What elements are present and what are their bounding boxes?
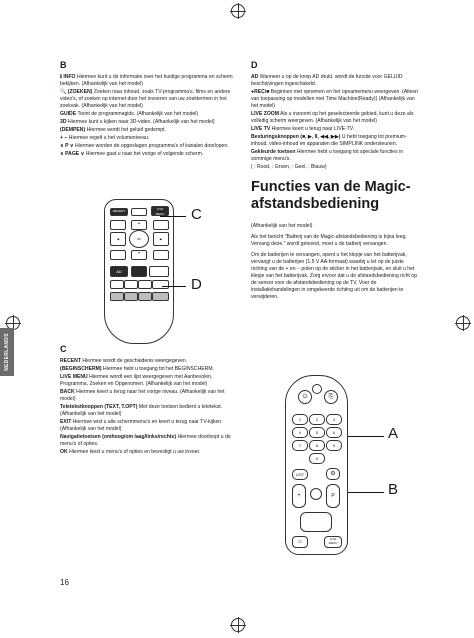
key-label: OK — [60, 449, 68, 455]
left-column-c — [60, 344, 238, 457]
key-label: BACK — [60, 389, 75, 395]
description-item — [60, 127, 238, 134]
ad-button-illus: AD — [110, 266, 128, 277]
description-text: Hiermee wordt de geschiedenis weergegeven. — [82, 358, 188, 364]
key-label: RECENT — [60, 358, 81, 364]
power-button-illus: ⏻ — [298, 390, 312, 404]
key-label: Navigatietoetsen (omhoog/om laag/links/rechts) — [60, 434, 177, 440]
description-item — [251, 134, 421, 148]
description-text: Hiermee regelt u het volumeniveau. — [68, 135, 150, 141]
control-button-3-illus — [138, 280, 152, 289]
description-item — [60, 404, 238, 418]
number-button-illus — [309, 440, 325, 451]
registration-mark-right — [456, 316, 470, 330]
magic-remote-paragraph: Als het bericht "Batterij van de Magic-afstandsbediening is bijna leeg. Vervang deze." wordt getoond, moet u de batterij vervangen. — [251, 234, 407, 247]
key-label: + − — [60, 135, 68, 141]
section-d-list — [251, 74, 421, 171]
down-button-illus: ▼ — [131, 250, 147, 260]
color-button-green-illus — [124, 292, 138, 301]
key-label: Teletekstknoppen (TEXT, T.OPT) — [60, 404, 138, 410]
input-button-illus: ⎘ — [324, 390, 338, 404]
description-item — [251, 89, 421, 110]
key-label: (DEMPEN) — [60, 127, 86, 133]
left-button-illus: ◀ — [110, 232, 126, 246]
back-button-illus — [110, 220, 126, 230]
key-label: EXIT — [60, 419, 72, 425]
description-item — [60, 89, 238, 110]
number-label: 2 — [315, 417, 319, 422]
right-button-illus: ▶ — [153, 232, 169, 246]
description-item — [60, 151, 238, 158]
list-button-illus: LIST — [292, 469, 308, 480]
up-button-illus: ▲ — [131, 220, 147, 230]
number-button-illus — [309, 453, 325, 464]
home-button-magic-illus: ⌂ — [292, 536, 308, 548]
number-label: 1 — [298, 417, 302, 422]
key-label: AD — [251, 74, 259, 80]
description-text: Met deze toetsen bedient u teletekst. (Afhankelijk van het model) — [60, 404, 223, 417]
callout-label-a: A — [388, 425, 399, 442]
control-button-4-illus — [152, 280, 169, 289]
callout-label-c: C — [191, 206, 202, 223]
callout-line-c — [160, 216, 186, 217]
magic-remote-paragraph: Om de batterijen te vervangen, opent u het klepje van het batterijvak, vervangt u de batterijen (1,5 V AA-formaat) waarbij u let op de juiste richting van de + en − polen op de sticker in het batterijvak, en sluit u het klepje van het batterijvak. Zorg ervoor dat u de afstandsbediening richt op de sensor voor de afstandsbediening op de TV. Voer de installatiehandelingen in omgekeerde richting uit om de batterijen te verwijderen. — [251, 252, 417, 300]
description-text: Hiermee wordt het geluid gedempt. — [86, 127, 166, 133]
number-button-illus — [292, 440, 308, 451]
description-text: Zoeken naar inhoud, zoals TV-programma's, films en andere video's, of zoeken op internet door het invoeren van uw zoektermen in het zoekvak. (Afhankelijk van het model) — [60, 89, 231, 109]
number-label: 8 — [315, 443, 319, 448]
section-heading-c: C — [60, 344, 67, 354]
description-text: Hiermee wordt een lijst weergegeven met Aanbevolen, Programma, Zoeken en Opgenomen. (Afhankelijk van het model) — [60, 374, 213, 387]
number-button-illus — [309, 414, 325, 425]
registration-mark-bottom — [231, 618, 245, 632]
number-label: 9 — [332, 443, 336, 448]
description-text: Hiermee wist u alle schermmenu's en keert u terug naar TV-kijken. (Afhankelijk van het model) — [60, 419, 223, 432]
mic-button-illus — [312, 384, 322, 394]
description-item — [60, 74, 238, 88]
color-button-blue-illus — [152, 292, 169, 301]
description-item — [60, 135, 238, 142]
control-button-1-illus — [110, 280, 124, 289]
number-button-illus — [326, 427, 342, 438]
description-text: Hiermee hebt u toegang tot speciale functies in sommige menu's. — [251, 149, 404, 162]
key-label: 3D — [60, 119, 67, 125]
description-text: Als u inzoomt op het geselecteerde gebied, kunt u deze als volledig scherm weergeven. (Afhankelijk van het model) — [251, 111, 414, 124]
rec-button-illus — [131, 266, 147, 277]
section-b-list — [60, 74, 238, 158]
right-column — [251, 60, 421, 305]
number-button-illus — [292, 414, 308, 425]
settings-button-illus: ⚙ — [326, 468, 340, 480]
key-label: GUIDE — [60, 111, 77, 117]
description-item — [60, 374, 238, 388]
control-button-2-illus — [124, 280, 138, 289]
key-label: LIVE MENU — [60, 374, 88, 380]
description-item — [251, 149, 421, 163]
description-text: U hebt toegang tot premium-inhoud, video-inhoud en apparaten die SIMPLINK ondersteunen. — [251, 134, 407, 147]
key-label: ∧ P ∨ — [60, 143, 74, 149]
callout-label-d: D — [191, 276, 202, 293]
color-button-red-illus — [110, 292, 124, 301]
description-item — [251, 74, 421, 88]
key-label: ●REC/■ — [251, 89, 270, 95]
live-menu-button-magic-illus: LIVE MENU — [324, 536, 342, 548]
home-button-illus — [131, 208, 147, 216]
description-text: Hiermee kunt u de informatie over het huidige programma en scherm bekijken. (Afhankelijk van het model) — [60, 74, 233, 87]
description-text: Toont de programmagids. (Afhankelijk van het model) — [77, 111, 199, 117]
channel-rocker-illus: P — [326, 484, 340, 508]
key-label: 🔍 (ZOEKEN) — [60, 89, 93, 95]
description-text: Hiermee kiest u menu's of opties en bevestigt u uw invoer. — [69, 449, 201, 455]
description-item — [251, 111, 421, 125]
info-button-illus — [110, 250, 126, 260]
description-item — [60, 358, 238, 365]
number-button-illus — [326, 440, 342, 451]
ok-button-illus: OK — [129, 230, 149, 248]
description-text: Beginnen met opnemen en het opnamemenu weergeven. (Alleen van toepassing op modellen met Time Machine(Ready)) (Afhankelijk van het model) — [251, 89, 419, 109]
callout-line-a — [348, 436, 384, 437]
section-heading-d: D — [251, 60, 258, 70]
mute-button-illus — [310, 488, 322, 500]
callout-line-d — [162, 286, 186, 287]
volume-rocker-illus: + — [292, 484, 306, 508]
registration-mark-top — [231, 4, 245, 18]
description-item — [60, 434, 238, 448]
description-item — [60, 111, 238, 118]
description-text: Wanneer u op de knop AD drukt, wordt de functie voor GELUID beschrijvingen ingeschakeld. — [251, 74, 403, 87]
live-menu-button-illus: LIVE MENU — [151, 206, 169, 216]
key-label: (BEGINSCHERM) — [60, 366, 102, 372]
number-label: 5 — [315, 430, 319, 435]
remote-illustration-magic — [285, 375, 348, 555]
number-button-illus — [309, 427, 325, 438]
description-text: Hiermee hebt u toegang tot het BEGINSCHERM. — [103, 366, 215, 372]
number-button-illus — [326, 414, 342, 425]
number-label: 4 — [298, 430, 302, 435]
description-text: Hiermee worden de opgeslagen programma's of kanalen doorlopen. — [75, 143, 229, 149]
number-label: 7 — [298, 443, 302, 448]
live-zoom-button-illus — [149, 266, 169, 277]
key-label: LIVE TV — [251, 126, 271, 132]
key-label: ∧ PAGE ∨ — [60, 151, 85, 157]
description-item — [60, 389, 238, 403]
description-text: ( : Rood, : Groen, : Geel, : Blauw) — [251, 164, 327, 170]
exit-button-illus — [153, 220, 169, 230]
number-label: 0 — [315, 456, 319, 461]
magic-remote-paragraph: (Afhankelijk van het model) — [251, 223, 313, 229]
description-item — [60, 119, 238, 126]
description-text: Hiermee keert u terug naar LIVE-TV. — [271, 126, 355, 132]
key-label: ℹ INFO — [60, 74, 76, 80]
key-label: LIVE ZOOM — [251, 111, 280, 117]
section-c-list — [60, 358, 238, 456]
callout-label-b: B — [388, 481, 399, 498]
magic-remote-paragraphs — [251, 223, 421, 301]
description-item — [251, 126, 421, 133]
description-item — [60, 449, 238, 456]
magic-scroll-wheel-illus — [300, 512, 332, 532]
description-item — [251, 164, 421, 171]
color-button-yellow-illus — [138, 292, 152, 301]
number-label: 3 — [332, 417, 336, 422]
callout-line-b — [348, 492, 384, 493]
number-label: 6 — [332, 430, 336, 435]
description-item — [60, 419, 238, 433]
key-label: Besturingsknoppen (■, ▶, II, ◀◀, ▶▶) — [251, 134, 341, 140]
remote-illustration-standard — [104, 199, 174, 344]
left-column — [60, 60, 238, 159]
description-text: Hiermee kunt u kijken naar 3D-video. (Afhankelijk van het model) — [67, 119, 215, 125]
description-item — [60, 143, 238, 150]
description-item — [60, 366, 238, 373]
number-button-illus — [292, 427, 308, 438]
text-button-illus — [153, 250, 169, 260]
key-label: Gekleurde toetsen — [251, 149, 296, 155]
description-text: Hiermee gaat u naar het vorige of volgende scherm. — [85, 151, 204, 157]
description-text: Hiermee keert u terug naar het vorige niveau. (Afhankelijk van het model) — [60, 389, 225, 402]
language-tab: NEDERLANDS — [0, 328, 14, 376]
section-heading-b: B — [60, 60, 67, 70]
page-number: 16 — [60, 578, 69, 587]
magic-remote-heading: Functies van de Magic-afstandsbediening — [251, 179, 411, 212]
description-text: Hiermee doorloopt u de menu's of opties. — [60, 434, 231, 447]
recent-button-illus: RECENT — [110, 208, 128, 216]
